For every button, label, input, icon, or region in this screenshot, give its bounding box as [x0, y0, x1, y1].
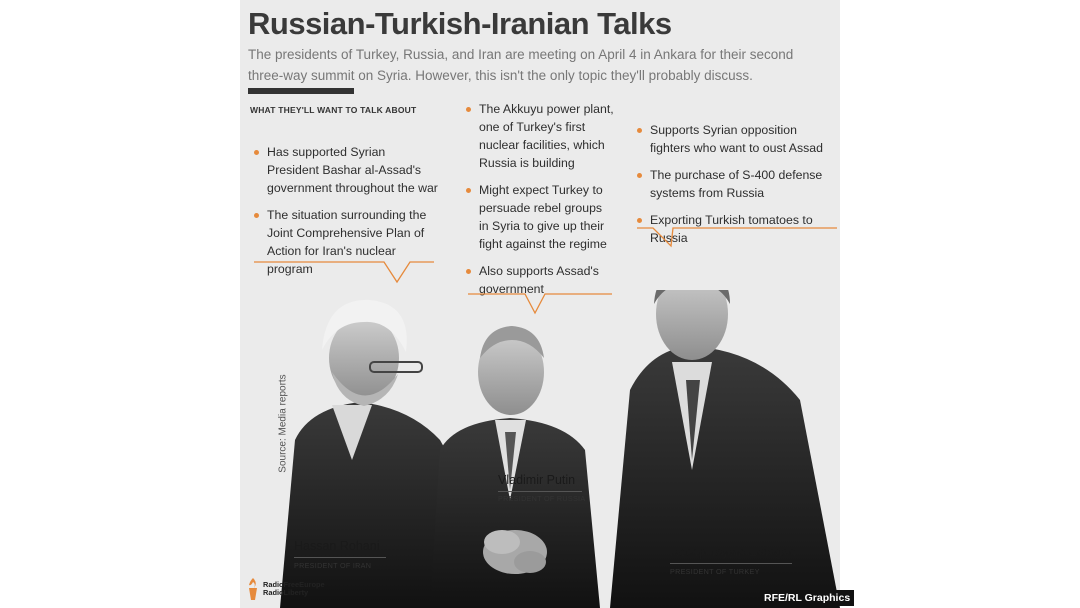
page-title: Russian-Turkish-Iranian Talks — [248, 6, 672, 41]
graphics-credit: RFE/RL Graphics — [760, 590, 854, 606]
erdogan-name: Recep Tayyip Erdogan — [670, 545, 796, 559]
list-item: Supports Syrian opposition fighters who want to oust Assad — [637, 121, 837, 157]
torch-icon — [246, 578, 260, 600]
list-item: Might expect Turkey to persuade rebel groups in Syria to give up their fight against the regime — [466, 181, 614, 253]
list-item: The purchase of S-400 defense systems from Russia — [637, 166, 837, 202]
putin-label-rule — [498, 491, 582, 492]
list-item: Exporting Turkish tomatoes to Russia — [637, 211, 837, 247]
intro-text: The presidents of Turkey, Russia, and Iran are meeting on April 4 in Ankara for their second three-way summit on Syria. However, this isn't the only topic they'll probably discuss. — [248, 47, 794, 83]
list-item: The Akkuyu power plant, one of Turkey's first nuclear facilities, which Russia is building — [466, 100, 614, 172]
infographic-panel — [240, 0, 840, 608]
title-divider — [248, 88, 354, 94]
rferl-logo — [246, 578, 325, 600]
erdogan-label-rule — [670, 563, 792, 564]
source-note: Source: Media reports — [277, 374, 289, 473]
rohani-label-rule — [294, 557, 386, 558]
russia-topics-list — [466, 100, 614, 307]
rohani-name: Hassan Rohani — [294, 539, 380, 553]
erdogan-role: PRESIDENT OF TURKEY — [670, 567, 760, 576]
logo-line-1: RadioFreeEurope — [263, 579, 325, 589]
logo-line-2: RadioLiberty — [263, 588, 309, 597]
turkey-speech-pointer — [637, 222, 839, 252]
list-item: The situation surrounding the Joint Comprehensive Plan of Action for Iran's nuclear program — [254, 206, 439, 278]
list-item: Also supports Assad's government — [466, 262, 614, 298]
joined-hands — [483, 530, 547, 574]
rohani-role: PRESIDENT OF IRAN — [294, 561, 372, 570]
erdogan-figure — [610, 290, 840, 608]
iran-speech-pointer — [254, 256, 436, 286]
list-item: Has supported Syrian President Bashar al-Assad's government throughout the war — [254, 143, 439, 197]
section-label: WHAT THEY'LL WANT TO TALK ABOUT — [250, 105, 417, 115]
putin-name: Vladimir Putin — [498, 473, 576, 487]
putin-role: PRESIDENT OF RUSSIA — [498, 494, 586, 503]
